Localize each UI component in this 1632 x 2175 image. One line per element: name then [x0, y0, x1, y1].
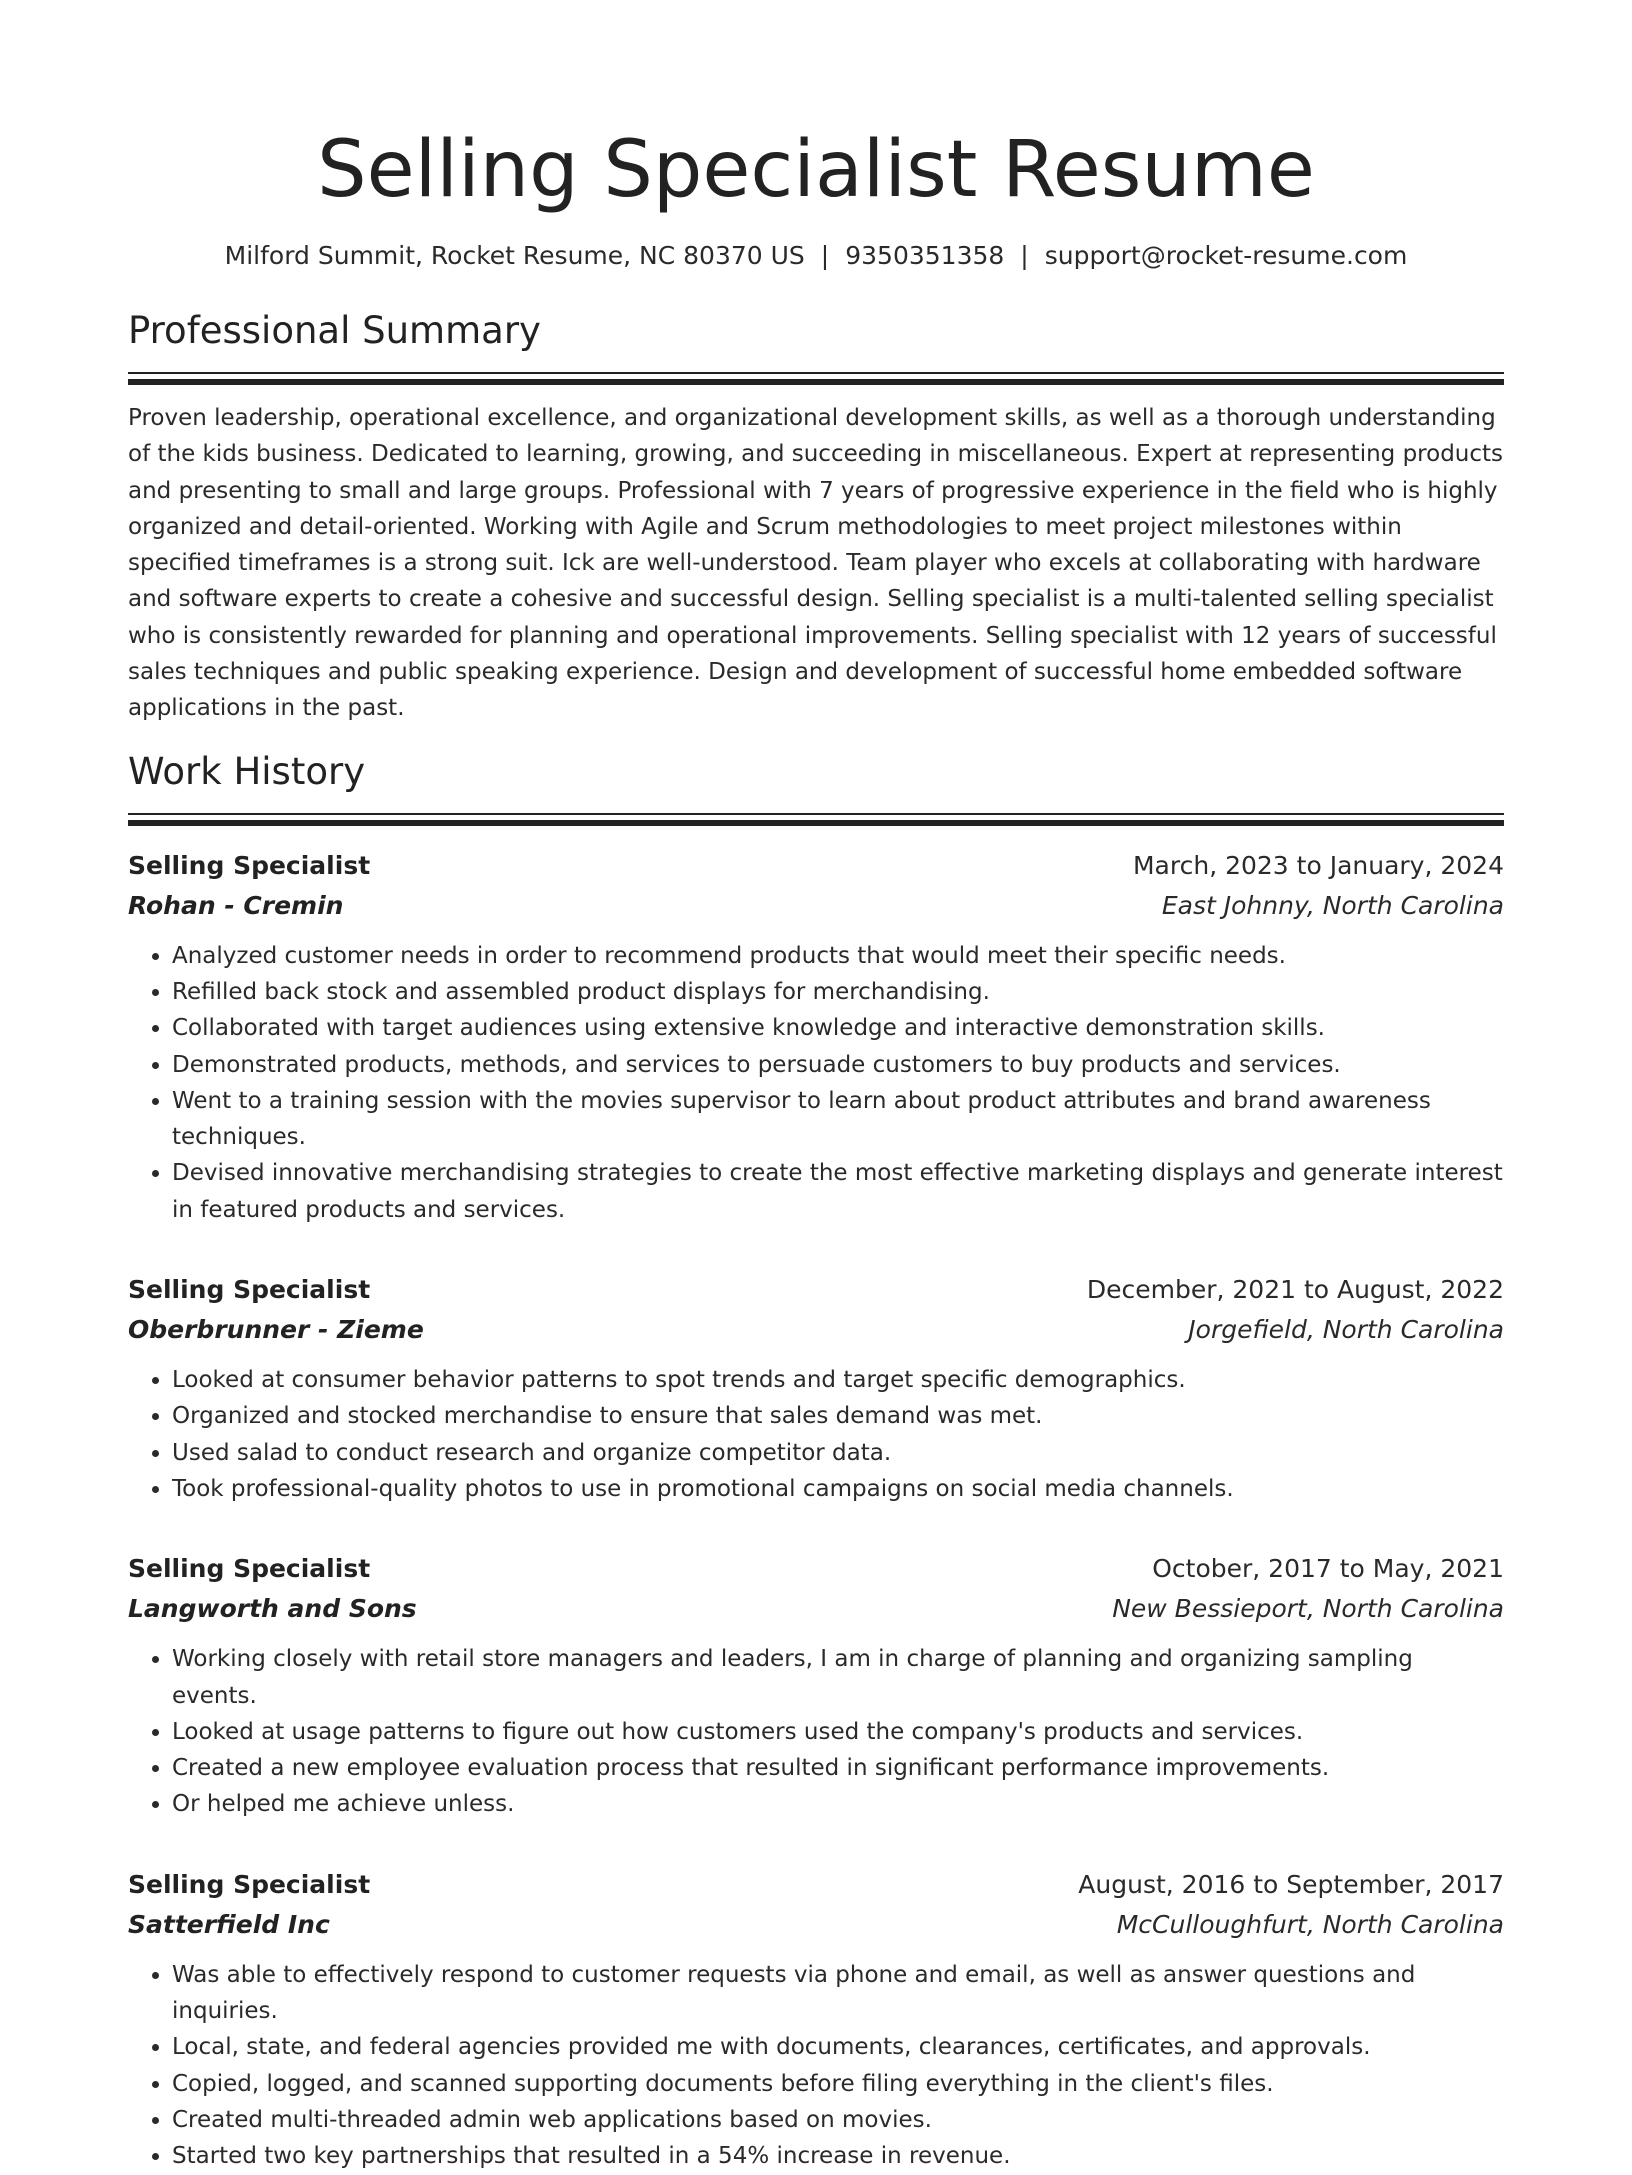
job-bullet-item: • Used salad to conduct research and organize competitor data.	[172, 1435, 1504, 1471]
job-bullet-item: • Collaborated with target audiences using extensive knowledge and interactive demonstration skills.	[172, 1010, 1504, 1046]
job-company: Rohan - Cremin	[128, 890, 344, 920]
job-location: East Johnny, North Carolina	[1161, 890, 1504, 920]
job-location: McCulloughfurt, North Carolina	[1116, 1909, 1504, 1939]
job-bullet-item: • Looked at usage patterns to figure out how customers used the company's products and services.	[172, 1714, 1504, 1750]
section-divider	[128, 372, 1504, 385]
job-title: Selling Specialist	[128, 1554, 371, 1584]
contact-separator: |	[1020, 241, 1029, 270]
job-bullet-item: • Looked at consumer behavior patterns to spot trends and target specific demographics.	[172, 1362, 1504, 1398]
job-entry	[128, 1865, 1504, 2175]
job-dates: October, 2017 to May, 2021	[1152, 1554, 1504, 1584]
job-header-row	[128, 1865, 1504, 1905]
contact-separator: |	[820, 241, 830, 270]
job-company-row	[128, 886, 1504, 926]
job-entry	[128, 1270, 1504, 1507]
job-bullets	[128, 1641, 1504, 1822]
job-entry	[128, 1549, 1504, 1822]
contact-phone: 9350351358	[845, 241, 1005, 270]
job-bullet-item: • Created a new employee evaluation process that resulted in significant performance improvements.	[172, 1750, 1504, 1786]
job-dates: August, 2016 to September, 2017	[1078, 1869, 1504, 1899]
job-list	[128, 846, 1504, 2175]
contact-address: Milford Summit, Rocket Resume, NC 80370 US	[224, 241, 805, 270]
professional-summary-section	[128, 308, 1504, 727]
job-location: New Bessieport, North Carolina	[1112, 1594, 1504, 1624]
job-bullet-item: • Analyzed customer needs in order to recommend products that would meet their specific needs.	[172, 938, 1504, 974]
job-location: Jorgefield, North Carolina	[1188, 1315, 1504, 1345]
job-bullets	[128, 938, 1504, 1228]
job-company-row	[128, 1905, 1504, 1945]
job-bullet-item: • Created multi-threaded admin web applications based on movies.	[172, 2102, 1504, 2138]
job-bullet-item: • Refilled back stock and assembled product displays for merchandising.	[172, 974, 1504, 1010]
job-company-row	[128, 1589, 1504, 1629]
job-title: Selling Specialist	[128, 1275, 371, 1305]
job-dates: March, 2023 to January, 2024	[1132, 850, 1504, 880]
job-bullet-item: • Started two key partnerships that resulted in a 54% increase in revenue.	[172, 2138, 1504, 2174]
contact-email: support@rocket-resume.com	[1044, 241, 1408, 270]
job-header-row	[128, 1549, 1504, 1589]
job-bullet-item: • Or helped me achieve unless.	[172, 1786, 1504, 1822]
job-bullet-item: • Working closely with retail store managers and leaders, I am in charge of planning and organizing sampling events.	[172, 1641, 1504, 1714]
job-header-row	[128, 1270, 1504, 1310]
job-entry	[128, 846, 1504, 1228]
contact-line	[128, 238, 1504, 274]
section-divider	[128, 813, 1504, 826]
section-heading-summary: Professional Summary	[128, 309, 541, 352]
job-bullet-item: • Went to a training session with the movies supervisor to learn about product attributes and brand awareness techniques.	[172, 1083, 1504, 1156]
section-heading-work-history: Work History	[128, 749, 366, 793]
job-company-row	[128, 1310, 1504, 1350]
job-bullet-item: • Copied, logged, and scanned supporting documents before filing everything in the client's files.	[172, 2066, 1504, 2102]
job-title: Selling Specialist	[128, 1869, 371, 1899]
job-title: Selling Specialist	[128, 850, 371, 880]
job-bullet-item: • Was able to effectively respond to customer requests via phone and email, as well as answer questions and inquiries.	[172, 1957, 1504, 2030]
job-bullet-item: • Demonstrated products, methods, and services to persuade customers to buy products and services.	[172, 1047, 1504, 1083]
summary-paragraph: Proven leadership, operational excellence, and organizational development skills, as well as a thorough understanding of the kids business. Dedicated to learning, growing, and succeeding in miscellaneous. Expert at representing products and presenting to small and large groups. Professional with 7 years of progressive experience in the field who is highly organized and detail-oriented. Working with Agile and Scrum methodologies to meet project milestones within specified timeframes is a strong suit. Ick are well-understood. Team player who excels at collaborating with hardware and software experts to create a cohesive and successful design. Selling specialist is a multi-talented selling specialist who is consistently rewarded for planning and operational improvements. Selling specialist with 12 years of successful sales techniques and public speaking experience. Design and development of successful home embedded software applications in the past.	[128, 405, 1504, 722]
job-bullet-item: • Local, state, and federal agencies provided me with documents, clearances, certificates, and approvals.	[172, 2029, 1504, 2065]
job-bullets	[128, 1957, 1504, 2175]
work-history-section	[128, 749, 1504, 2175]
job-company: Langworth and Sons	[128, 1594, 417, 1624]
job-bullets	[128, 1362, 1504, 1507]
job-dates: December, 2021 to August, 2022	[1086, 1275, 1504, 1305]
job-company: Oberbrunner - Zieme	[128, 1315, 424, 1345]
job-company: Satterfield Inc	[128, 1909, 330, 1939]
resume-title: Selling Specialist Resume	[317, 125, 1315, 215]
job-bullet-item: • Organized and stocked merchandise to ensure that sales demand was met.	[172, 1398, 1504, 1434]
job-bullet-item: • Devised innovative merchandising strategies to create the most effective marketing displays and generate interest in featured products and services.	[172, 1155, 1504, 1228]
job-header-row	[128, 846, 1504, 886]
job-bullet-item: • Took professional-quality photos to use in promotional campaigns on social media channels.	[172, 1471, 1504, 1507]
